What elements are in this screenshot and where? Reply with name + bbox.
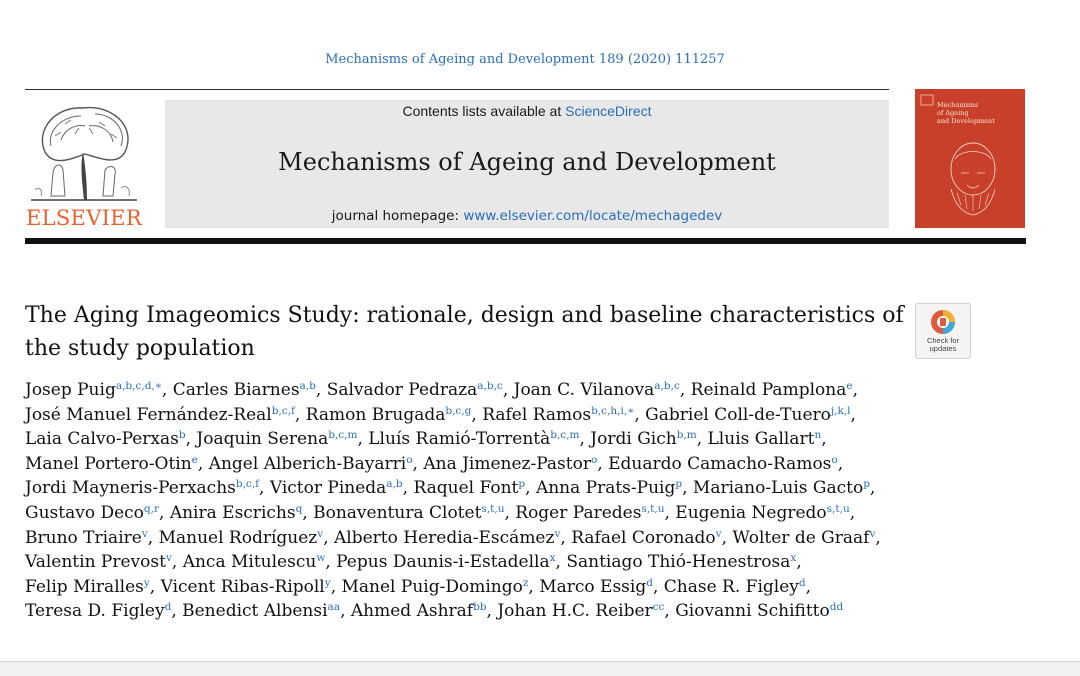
author-affiliation-marks[interactable]: x bbox=[549, 552, 556, 565]
author-name[interactable]: Joan C. Vilanova$^{a,b,c}$, bbox=[513, 380, 686, 400]
author-affiliation-marks[interactable]: s,t,u bbox=[826, 502, 850, 515]
author-name-text: Giovanni Schifitto bbox=[675, 601, 830, 622]
author-name[interactable]: Reinald Pamplona$^e$, bbox=[690, 380, 858, 400]
author-affiliation-marks[interactable]: v bbox=[715, 527, 722, 540]
elsevier-tree-icon bbox=[25, 100, 143, 206]
author-affiliation-marks[interactable]: b bbox=[178, 429, 186, 442]
author-name-text: Bruno Triaire bbox=[25, 527, 142, 548]
author-name[interactable]: Angel Alberich-Bayarri$^o$, bbox=[208, 453, 418, 474]
author-list bbox=[25, 378, 925, 624]
author-name-text: Ramon Brugada bbox=[305, 404, 446, 425]
publisher-name: ELSEVIER bbox=[26, 206, 142, 230]
author-name-text: Angel Alberich-Bayarri bbox=[208, 453, 407, 474]
author-name-text: Carles Biarnes bbox=[172, 380, 300, 400]
header-rule bbox=[25, 89, 889, 90]
author-name-text: Manel Puig-Domingo bbox=[341, 576, 523, 597]
author-name[interactable]: Lluís Ramió-Torrentà$^{b,c,m}$, bbox=[368, 429, 585, 450]
author-affiliation-marks[interactable]: s,t,u bbox=[481, 502, 505, 515]
author-affiliation-marks[interactable]: p bbox=[863, 478, 870, 491]
author-name[interactable]: Ana Jimenez-Pastor$^o$, bbox=[423, 453, 603, 474]
author-name[interactable]: Salvador Pedraza$^{a,b,c}$, bbox=[326, 380, 509, 400]
cut-off-author-line bbox=[25, 654, 725, 661]
homepage-prefix: journal homepage: bbox=[331, 208, 464, 224]
author-affiliation-marks[interactable]: q bbox=[295, 502, 303, 515]
author-name[interactable]: Jordi Gich$^{b,m}$, bbox=[590, 429, 703, 450]
author-affiliation-marks[interactable]: o bbox=[831, 453, 838, 466]
author-affiliation-marks[interactable]: y bbox=[143, 576, 150, 589]
author-affiliation-marks[interactable]: j,k,l bbox=[830, 404, 851, 417]
author-affiliation-marks[interactable]: w bbox=[316, 552, 326, 565]
author-affiliation-marks[interactable]: b,c,f bbox=[235, 478, 260, 491]
author-affiliation-marks[interactable]: q,r bbox=[143, 502, 160, 515]
author-name[interactable]: Anira Escrichs$^q$, bbox=[169, 502, 308, 523]
author-affiliation-marks[interactable]: a,b,c bbox=[477, 380, 503, 392]
author-name[interactable]: Wolter de Graaf$^v$, bbox=[732, 527, 881, 548]
author-name-text: Eduardo Camacho-Ramos bbox=[608, 453, 832, 474]
author-name[interactable]: Bonaventura Clotet$^{s,t,u}$, bbox=[313, 502, 510, 523]
author-name-text: Salvador Pedraza bbox=[326, 380, 478, 400]
author-name-text: Bonaventura Clotet bbox=[313, 502, 482, 523]
journal-banner bbox=[165, 100, 889, 228]
author-name[interactable]: Alberto Heredia-Escámez$^v$, bbox=[334, 527, 566, 548]
viewer-scroll-bar[interactable] bbox=[0, 661, 1080, 676]
author-name[interactable]: Manuel Rodríguez$^v$, bbox=[158, 527, 329, 548]
cover-title-line: of Ageing bbox=[937, 109, 969, 117]
author-affiliation-marks[interactable]: b,c,f bbox=[271, 404, 295, 417]
author-name[interactable]: Gustavo Deco$^{q,r}$, bbox=[25, 502, 165, 523]
author-name-text: Anira Escrichs bbox=[169, 502, 296, 523]
author-name[interactable]: Valentin Prevost$^v$, bbox=[25, 552, 178, 573]
header-divider bbox=[25, 238, 1026, 244]
author-name[interactable]: Victor Pineda$^{a,b}$, bbox=[269, 478, 409, 499]
author-affiliation-marks[interactable]: b,c,h,i,∗ bbox=[591, 404, 635, 417]
author-name-text: Joan C. Vilanova bbox=[513, 380, 655, 400]
author-name-text: José Manuel Fernández-Real bbox=[25, 404, 272, 425]
cover-portrait-icon bbox=[915, 89, 1025, 228]
author-name-text: Johan H.C. Reiber bbox=[497, 601, 653, 622]
author-name[interactable]: Anca Mitulescu$^w$, bbox=[182, 552, 331, 573]
author-name[interactable] bbox=[675, 601, 843, 621]
author-name-text: Chase R. Figley bbox=[663, 576, 799, 597]
author-name[interactable]: Pepus Daunis-i-Estadella$^x$, bbox=[336, 552, 561, 573]
author-affiliation-marks[interactable]: x bbox=[790, 552, 797, 565]
author-name[interactable]: Vicent Ribas-Ripoll$^y$, bbox=[160, 576, 337, 597]
author-affiliation-marks[interactable]: b,c,m bbox=[550, 429, 580, 442]
author-affiliation-marks[interactable]: p bbox=[518, 478, 526, 491]
author-name[interactable]: Ahmed Ashraf$^{bb}$, bbox=[350, 601, 492, 622]
author-name[interactable]: Manel Portero-Otin$^e$, bbox=[25, 453, 204, 474]
author-affiliation-marks[interactable]: v bbox=[141, 527, 148, 540]
author-name-text: Gustavo Deco bbox=[25, 502, 144, 523]
journal-citation[interactable]: Mechanisms of Ageing and Development 189 (2020) 111257 bbox=[325, 52, 725, 67]
author-name[interactable]: Josep Puig$^{a,b,c,d,∗}$, bbox=[25, 380, 168, 400]
author-affiliation-marks[interactable]: v bbox=[869, 527, 876, 540]
author-affiliation-marks[interactable]: s,t,u bbox=[641, 502, 665, 515]
author-name-text: Ana Jimenez-Pastor bbox=[423, 453, 591, 474]
author-affiliation-marks[interactable]: z bbox=[522, 576, 529, 589]
author-name[interactable]: Chase R. Figley$^d$, bbox=[663, 576, 812, 597]
author-affiliation-marks[interactable]: a,b,c,d,∗ bbox=[115, 380, 162, 392]
author-name-text: Victor Pineda bbox=[269, 478, 387, 499]
author-affiliation-marks[interactable]: e bbox=[846, 380, 853, 392]
author-affiliation-marks[interactable]: v bbox=[165, 552, 172, 565]
author-name[interactable]: Eduardo Camacho-Ramos$^o$, bbox=[608, 453, 844, 474]
author-name-text: Eugenia Negredo bbox=[675, 502, 827, 523]
author-name-text: Ahmed Ashraf bbox=[350, 601, 474, 622]
author-name-text: Manuel Rodríguez bbox=[158, 527, 318, 548]
author-affiliation-marks[interactable]: d bbox=[646, 576, 653, 589]
author-name[interactable]: Lluis Gallart$^n$, bbox=[707, 429, 827, 450]
author-name-text: Manel Portero-Otin bbox=[25, 453, 192, 474]
author-affiliation-marks[interactable]: aa bbox=[327, 601, 341, 614]
author-name-text: Alberto Heredia-Escámez bbox=[334, 527, 555, 548]
author-name[interactable]: José Manuel Fernández-Real$^{b,c,f}$, bbox=[25, 404, 301, 425]
author-affiliation-marks[interactable]: dd bbox=[829, 601, 844, 614]
author-name[interactable]: Teresa D. Figley$^d$, bbox=[25, 601, 177, 622]
author-name-text: Rafael Coronado bbox=[571, 527, 716, 548]
author-name[interactable]: Rafel Ramos$^{b,c,h,i,∗}$, bbox=[482, 404, 640, 425]
sciencedirect-link[interactable]: ScienceDirect bbox=[565, 103, 652, 119]
author-name-text: Teresa D. Figley bbox=[25, 601, 165, 622]
author-name[interactable]: Bruno Triaire$^v$, bbox=[25, 527, 154, 548]
author-name[interactable]: Eugenia Negredo$^{s,t,u}$, bbox=[675, 502, 856, 523]
cover-footer bbox=[915, 217, 1025, 222]
author-name-text: Valentin Prevost bbox=[25, 552, 166, 573]
check-updates-label: Check for updates bbox=[926, 336, 960, 353]
author-name-text: Gabriel Coll-de-Tuero bbox=[645, 404, 831, 425]
author-affiliation-marks[interactable]: o bbox=[590, 453, 598, 466]
homepage-line bbox=[165, 208, 889, 224]
author-name-text: Anca Mitulescu bbox=[182, 552, 317, 573]
author-affiliation-marks[interactable]: b,c,g bbox=[445, 404, 472, 417]
author-name[interactable]: Jordi Mayneris-Perxachs$^{b,c,f}$, bbox=[25, 478, 265, 499]
cover-title-line: Mechanisms bbox=[937, 101, 979, 109]
author-affiliation-marks[interactable]: d bbox=[798, 576, 806, 589]
author-name[interactable]: Mariano-Luis Gacto$^p$, bbox=[692, 478, 876, 499]
author-affiliation-marks[interactable]: b,m bbox=[676, 429, 697, 442]
author-affiliation-marks[interactable]: cc bbox=[652, 601, 665, 614]
author-name[interactable]: Benedict Albensi$^{aa}$, bbox=[182, 601, 346, 622]
cover-title-line: and Development bbox=[937, 117, 995, 125]
check-updates-icon bbox=[929, 308, 957, 336]
author-name[interactable]: Ramon Brugada$^{b,c,g}$, bbox=[305, 404, 477, 425]
author-name-text: Josep Puig bbox=[25, 380, 116, 400]
author-name-text: Mariano-Luis Gacto bbox=[692, 478, 864, 499]
article-title: The Aging Imageomics Study: rationale, design and baseline characteristics of the study population bbox=[25, 303, 904, 361]
author-name[interactable]: Carles Biarnes$^{a,b}$, bbox=[172, 380, 322, 400]
author-name-text: Jordi Gich bbox=[590, 429, 677, 450]
author-affiliation-marks[interactable]: a,b bbox=[386, 478, 403, 491]
author-affiliation-marks[interactable]: a,b bbox=[299, 380, 316, 392]
author-name-text: Benedict Albensi bbox=[182, 601, 328, 622]
author-name-text: Marco Essig bbox=[539, 576, 647, 597]
contents-prefix: Contents lists available at bbox=[402, 103, 566, 119]
author-name-text: Raquel Font bbox=[413, 478, 519, 499]
author-affiliation-marks[interactable]: a,b,c bbox=[654, 380, 680, 392]
author-affiliation-marks[interactable]: bb bbox=[473, 601, 487, 614]
author-affiliation-marks[interactable]: v bbox=[317, 527, 324, 540]
author-name-text: Lluis Gallart bbox=[707, 429, 815, 450]
author-name[interactable]: Marco Essig$^d$, bbox=[539, 576, 659, 597]
author-name-text: Santiago Thió-Henestrosa bbox=[566, 552, 791, 573]
author-affiliation-marks[interactable]: n bbox=[814, 429, 822, 442]
author-name-text: Anna Prats-Puig bbox=[535, 478, 676, 499]
author-affiliation-marks[interactable]: e bbox=[191, 453, 198, 466]
author-name[interactable]: Joaquin Serena$^{b,c,m}$, bbox=[196, 429, 363, 450]
author-name[interactable]: Anna Prats-Puig$^p$, bbox=[535, 478, 688, 499]
author-name-text: Rafel Ramos bbox=[482, 404, 592, 425]
author-name[interactable]: Laia Calvo-Perxas$^b$, bbox=[25, 429, 192, 450]
author-name[interactable]: Felip Miralles$^y$, bbox=[25, 576, 156, 597]
author-name-text: Roger Paredes bbox=[515, 502, 642, 523]
author-name[interactable]: Rafael Coronado$^v$, bbox=[571, 527, 728, 548]
author-name-text: Wolter de Graaf bbox=[732, 527, 870, 548]
author-name-text: Felip Miralles bbox=[25, 576, 144, 597]
elsevier-logo[interactable] bbox=[25, 100, 143, 230]
journal-cover[interactable] bbox=[915, 89, 1025, 228]
author-affiliation-marks[interactable]: y bbox=[324, 576, 331, 589]
author-name-text: Laia Calvo-Perxas bbox=[25, 429, 179, 450]
author-affiliation-marks[interactable]: d bbox=[164, 601, 172, 614]
author-affiliation-marks[interactable]: o bbox=[406, 453, 413, 466]
author-name[interactable]: Roger Paredes$^{s,t,u}$, bbox=[515, 502, 670, 523]
author-name-text: Reinald Pamplona bbox=[690, 380, 847, 400]
author-name[interactable]: Johan H.C. Reiber$^{cc}$, bbox=[497, 601, 670, 622]
homepage-link[interactable]: www.elsevier.com/locate/mechagedev bbox=[463, 208, 723, 224]
author-name[interactable]: Manel Puig-Domingo$^z$, bbox=[341, 576, 534, 597]
author-name[interactable]: Gabriel Coll-de-Tuero$^{j,k,l}$, bbox=[645, 404, 856, 425]
author-affiliation-marks[interactable]: p bbox=[675, 478, 683, 491]
check-for-updates-button[interactable] bbox=[915, 303, 971, 359]
author-name[interactable]: Santiago Thió-Henestrosa$^x$, bbox=[566, 552, 802, 573]
journal-title[interactable]: Mechanisms of Ageing and Development bbox=[278, 148, 776, 176]
author-name-text: Jordi Mayneris-Perxachs bbox=[25, 478, 236, 499]
author-name-text: Vicent Ribas-Ripoll bbox=[160, 576, 325, 597]
author-name-text: Pepus Daunis-i-Estadella bbox=[336, 552, 550, 573]
author-name-text: Joaquin Serena bbox=[196, 429, 329, 450]
contents-line bbox=[165, 103, 889, 119]
author-affiliation-marks[interactable]: v bbox=[554, 527, 561, 540]
author-affiliation-marks[interactable]: b,c,m bbox=[328, 429, 358, 442]
author-name-text: Lluís Ramió-Torrentà bbox=[368, 429, 551, 450]
author-name[interactable]: Raquel Font$^p$, bbox=[413, 478, 531, 499]
